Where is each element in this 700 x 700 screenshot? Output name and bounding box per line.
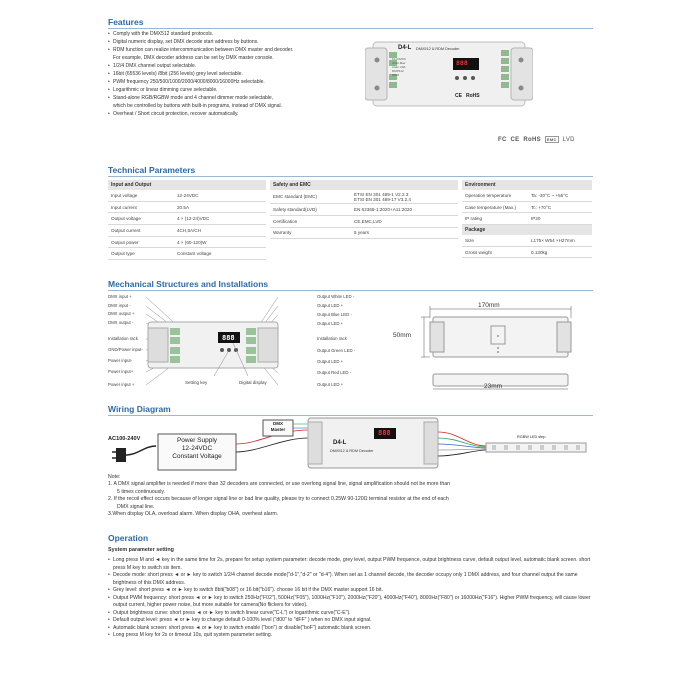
table-row — [462, 235, 592, 246]
device-rohs: RoHS — [466, 93, 480, 99]
note-line: 3.When display OLA, overload alarm. When display OHA, overheat alarm. — [108, 511, 279, 518]
terminal-label: DMX input - — [108, 303, 131, 308]
param-value: 5 years — [351, 227, 458, 239]
terminal-label: Power input + — [108, 382, 135, 387]
param-name: Output type — [108, 248, 174, 260]
mech-rule — [108, 290, 593, 291]
emc-key: EMC standard (EMC) — [270, 190, 351, 204]
lvd-logo: LVD — [562, 137, 575, 143]
table-row — [108, 190, 266, 201]
feature-item — [108, 30, 358, 38]
device-ce: CE — [455, 93, 462, 99]
psu-line: Power Supply — [176, 437, 218, 444]
note-line: 5 times continuously. — [117, 488, 166, 495]
param-name: Size — [462, 235, 528, 246]
safety-header: Safety and EMC — [270, 180, 458, 190]
param-value: Constant voltage — [174, 248, 266, 260]
table-row — [270, 227, 458, 239]
cert-logos — [498, 137, 575, 143]
rohs-logo: RoHS — [523, 137, 541, 143]
feature-text: 16bit (65536 levels) /8bit (256 levels) grey level selectable. — [113, 71, 243, 77]
param-value: Ta: -30°C ~ +55°C — [528, 190, 592, 201]
table-row — [462, 246, 592, 258]
terminal-label: Output LED + — [317, 359, 344, 364]
features-list — [108, 30, 358, 118]
param-name: Input voltage — [108, 190, 174, 201]
param-value: IP20 — [528, 213, 592, 225]
feature-text: Stand-alone RGB/RGBW mode and 4 channel dimmer mode selectable, — [113, 95, 274, 101]
param-name: Operation temperature — [462, 190, 528, 201]
param-name: Case temperature (Max.) — [462, 201, 528, 213]
terminal-label: Power input- — [108, 358, 133, 363]
table-row — [108, 248, 266, 260]
param-name: Output power — [108, 236, 174, 248]
param-name: Output current — [108, 225, 174, 237]
param-value: 12-24VDC — [174, 190, 266, 201]
table-row — [108, 201, 266, 213]
feature-text: Digital numeric display, set DMX decode start address by buttons. — [113, 39, 259, 45]
operation-item: • Automatic blank screen: short press ◄ or ► key to switch enable ("bon") or disable("boF") automatic blank screen. — [108, 625, 593, 633]
param-value: Tc: +70°C — [528, 201, 592, 213]
feature-text: RDM function can realize intercommunication between DMX master and decoder. — [113, 47, 294, 53]
device-spec-line: 12-24VDC — [392, 57, 407, 61]
operation-subtitle: System parameter setting — [108, 547, 174, 553]
param-value: 4 × (60-120)W — [174, 236, 266, 248]
ac-label: AC100-240V — [108, 436, 141, 442]
env-header: Environment — [462, 180, 592, 190]
setting-key-label: Setting key — [185, 380, 208, 385]
device-spec-line: Imax: 20A — [392, 65, 406, 69]
operation-item: • Default output level: press ◄ or ► key to change default 0-100% level ("d00" to "dFF" ) when no DMX input signal. — [108, 617, 593, 625]
operation-item: • Output PWM frequency: short press ◄ or ► key to switch 250Hz("F02"), 500Hz("F05"), 1000Hz("F10"), 2000Hz("F20"), 4000Hz("F40"), 8000Hz("F80") or 16000Hz("F16"). Higher PWM frequency, will cause lower output current, higher power noise, but more suitable for camera(No flickers for video). — [108, 595, 593, 610]
device-desc: DMX512 & RDM Decoder — [416, 47, 460, 51]
operation-item: • Output brightness curve: short press ◄ or ► key to switch linear curve("C-L") or logarithmic curve("C-E"). — [108, 610, 593, 618]
table-row — [270, 204, 458, 216]
notes — [108, 474, 593, 518]
param-value: 4CH,5A/CH — [174, 225, 266, 237]
digital-display-label: Digital display — [239, 380, 267, 385]
terminal-label: DMX output + — [108, 311, 135, 316]
terminal-label: Installation rack — [317, 336, 347, 341]
emc-logo: EMC — [546, 137, 557, 142]
param-name: Certification — [270, 215, 351, 227]
param-value: 20.5A — [174, 201, 266, 213]
device-spec-line: 4×5A Max — [392, 61, 406, 65]
param-name: IP rating — [462, 213, 528, 225]
device-spec-line: RDM — [392, 73, 399, 77]
tech-rule — [108, 176, 593, 177]
dim-height: 23mm — [484, 383, 503, 390]
terminal-label: Output LED + — [317, 321, 344, 326]
table-row — [108, 225, 266, 237]
device-model: D4-L — [398, 45, 412, 51]
feature-subtext: which be controlled by buttons with built-in programs, instead of DMX signal. — [113, 103, 282, 109]
wiring-title: Wiring Diagram — [108, 404, 171, 414]
terminal-label: Power input+ — [108, 369, 134, 374]
features-title: Features — [108, 17, 144, 27]
operation-list — [108, 557, 593, 640]
table-row — [462, 190, 592, 201]
fc-logo: FC — [498, 137, 507, 143]
table-row — [462, 201, 592, 213]
notes-heading: Note: — [108, 474, 121, 480]
feature-item — [108, 78, 358, 86]
terminal-label: DMX output - — [108, 320, 134, 325]
param-value: 4 × (12-24)VDC — [174, 213, 266, 225]
wiring-display: 888 — [378, 429, 391, 437]
feature-text: PWM frequency 250/500/1000/2000/4000/8000/16000Hz selectable. — [113, 79, 265, 85]
terminal-label: Output Green LED - — [317, 348, 356, 353]
emc-vals — [351, 190, 458, 204]
param-value: EN 62368-1:2020+A11:2020 — [351, 204, 458, 216]
dmx-master-box — [263, 421, 293, 432]
dim-length: 170mm — [478, 302, 500, 309]
note-line: DMX signal line. — [117, 503, 155, 510]
psu-line: Constant Voltage — [172, 453, 222, 460]
dmx-master-line: DMX — [273, 421, 283, 426]
param-value: L175× W54 ×H27mm — [528, 235, 592, 246]
device-spec-line: DMX512 — [392, 69, 404, 73]
param-name: Safety standard(LVD) — [270, 204, 351, 216]
feature-text: Overheat / Short circuit protection, recover automatically. — [113, 111, 239, 117]
terminal-label: Installation rack — [108, 336, 138, 341]
terminal-label: Output Red LED - — [317, 370, 352, 375]
operation-item: • Long press M key for 2s or timeout 10s, quit system parameter setting. — [108, 632, 593, 640]
safety-table — [270, 180, 458, 239]
feature-item — [108, 94, 358, 110]
emc-val-1: ETSI EN 301 489-1 V2.2.3 — [354, 191, 409, 197]
device-display: 888 — [456, 59, 468, 67]
terminal-label: Output LED + — [317, 382, 344, 387]
operation-title: Operation — [108, 533, 149, 543]
feature-text: Comply with the DMX512 standard protocols. — [113, 31, 214, 37]
mech-display: 888 — [222, 334, 235, 342]
terminal-label: GND/Power input- — [108, 347, 143, 352]
operation-item: • Long press M and ◄ key in the same time for 2s, prepare for setup system parameter: decode mode, grey level, output PWM frequence, output brightness curve, default output level, automatic blank screen. short press M key to switch six item. — [108, 557, 593, 572]
param-value: CE,EMC,LVD — [351, 215, 458, 227]
dim-width: 50mm — [393, 332, 412, 339]
operation-item: • Decode mode: short press ◄ or ► key to switch 1/2/4 channel decode mode("d-1","d-2" or "d-4"). When set as 1 channel decode, the decoder occupy only 1 DMX address, and four channel output the same brightness of this DMX address. — [108, 572, 593, 587]
table-row — [270, 190, 458, 204]
param-name: Warranty — [270, 227, 351, 239]
device-spec — [392, 57, 406, 77]
table-row — [270, 215, 458, 227]
led-strip-label: RGBW LED strip — [517, 435, 546, 439]
dmx-master-line: Master — [270, 426, 286, 432]
feature-item — [108, 110, 358, 118]
feature-subtext: For example, DMX decoder address can be set by DMX master console. — [113, 55, 274, 61]
wiring-model: D4-L — [333, 440, 347, 446]
terminal-label: Output Blue LED - — [317, 312, 352, 317]
pkg-header: Package — [462, 225, 592, 236]
emc-val-2: ETSI EN 301 489-17 V3.2.4 — [354, 196, 411, 202]
param-value: 0.130kg — [528, 246, 592, 258]
mech-drawing — [108, 292, 593, 402]
feature-text: 1/2/4 DMX channel output selectable. — [113, 63, 197, 69]
feature-item — [108, 70, 358, 78]
io-header: Input and Output — [108, 180, 266, 190]
feature-text: Logarithmic or linear dimming curve selectable. — [113, 87, 218, 93]
io-table — [108, 180, 266, 260]
table-row — [108, 236, 266, 248]
mech-title: Mechanical Structures and Installations — [108, 279, 269, 289]
wiring-desc: DMX512 & RDM Decoder — [330, 449, 374, 453]
terminal-label: Output White LED - — [317, 294, 355, 299]
feature-item — [108, 62, 358, 70]
param-name: Output voltage — [108, 213, 174, 225]
feature-item — [108, 86, 358, 94]
ce-logo: CE — [510, 137, 520, 143]
features-rule — [108, 28, 593, 29]
psu-box — [158, 437, 236, 461]
table-row — [108, 213, 266, 225]
table-row — [462, 213, 592, 225]
feature-item — [108, 46, 358, 62]
operation-item: • Grey level: short press ◄ or ► key to switch 8bit("b08") or 16 bit("b16"). choose 16 bit if the DMX master support 16 bit. — [108, 587, 593, 595]
terminal-label: DMX input + — [108, 294, 132, 299]
note-line: 1. A DMX signal amplifier is needed if more than 32 decoders are connected, or use overlong signal line, signal amplification should not be more than — [108, 481, 450, 488]
note-line: 2. If the recoil effect occurs because of longer signal line or bad line quality, please try to connect 0.25W 90-120Ω terminal resistor at the end of each — [108, 496, 449, 503]
psu-line: 12-24VDC — [181, 445, 213, 452]
env-table — [462, 180, 592, 258]
tech-title: Technical Parameters — [108, 165, 196, 175]
terminal-label: Output LED + — [317, 303, 344, 308]
feature-item — [108, 38, 358, 46]
param-name: Input current — [108, 201, 174, 213]
param-name: Gross weight — [462, 246, 528, 258]
